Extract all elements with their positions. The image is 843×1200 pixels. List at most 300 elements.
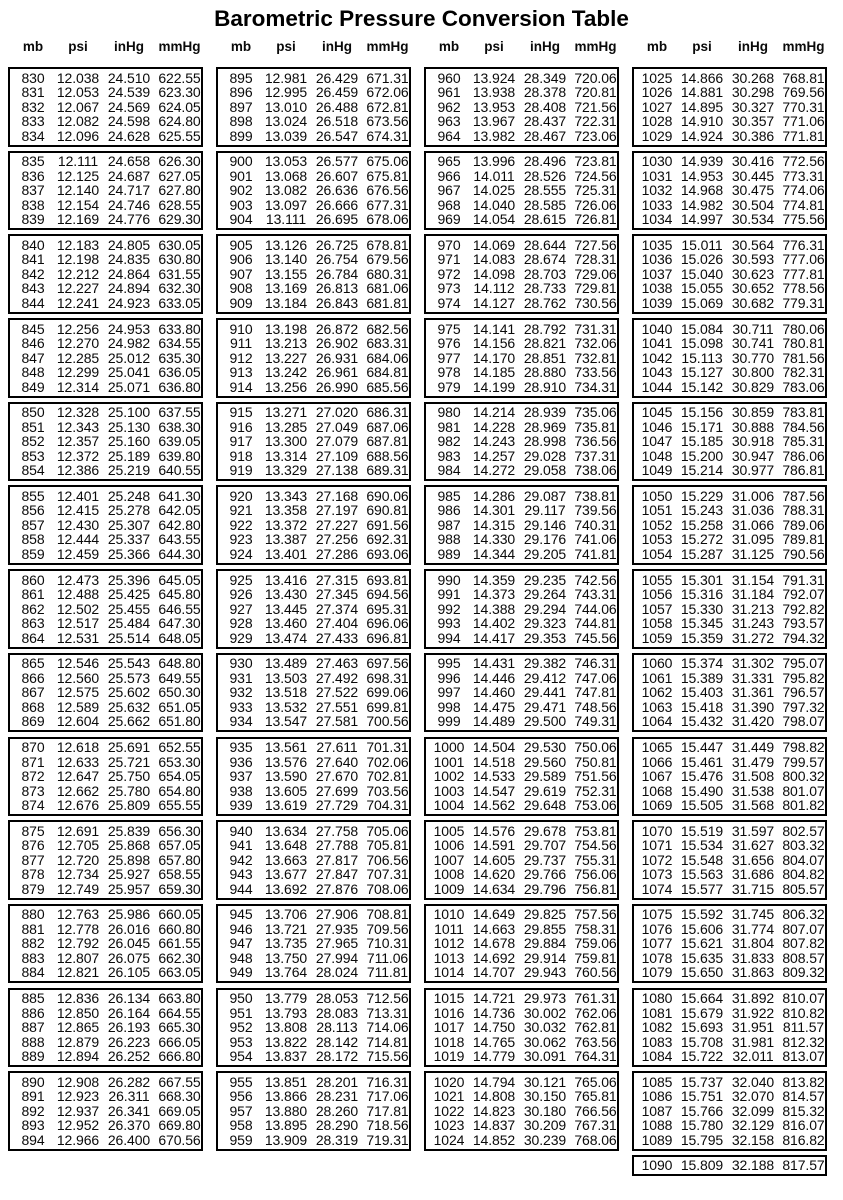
cell-inhg: 26.607 bbox=[315, 167, 359, 184]
cell-psi: 13.082 bbox=[264, 182, 308, 199]
cell-inhg: 25.012 bbox=[107, 349, 151, 366]
cell-mb: 910 bbox=[229, 320, 253, 337]
cell-inhg: 29.560 bbox=[523, 753, 567, 770]
table-row bbox=[426, 769, 617, 784]
table-row bbox=[634, 380, 825, 395]
pressure-block bbox=[424, 653, 619, 733]
table-row bbox=[10, 238, 201, 253]
cell-mmhg: 779.31 bbox=[782, 294, 825, 311]
cell-psi: 13.401 bbox=[264, 545, 308, 562]
cell-mmhg: 763.56 bbox=[574, 1033, 617, 1050]
pressure-block bbox=[216, 485, 411, 565]
column-header-inhg: inHg bbox=[738, 39, 768, 54]
table-row bbox=[634, 267, 825, 282]
cell-mmhg: 717.06 bbox=[366, 1088, 409, 1105]
cell-mb: 1036 bbox=[641, 251, 673, 268]
cell-mmhg: 637.55 bbox=[158, 404, 201, 421]
cell-mb: 1016 bbox=[433, 1004, 465, 1021]
cell-mb: 1080 bbox=[641, 990, 673, 1007]
cell-mb: 932 bbox=[229, 684, 253, 701]
cell-mb: 1011 bbox=[434, 920, 464, 937]
cell-inhg: 26.341 bbox=[107, 1102, 151, 1119]
cell-mmhg: 669.80 bbox=[158, 1117, 201, 1134]
cell-mmhg: 756.06 bbox=[574, 866, 617, 883]
table-row bbox=[10, 573, 201, 588]
table-row bbox=[10, 154, 201, 169]
cell-inhg: 28.615 bbox=[523, 211, 567, 228]
cell-inhg: 27.758 bbox=[315, 822, 359, 839]
cell-mb: 851 bbox=[21, 418, 45, 435]
cell-inhg: 26.282 bbox=[107, 1073, 151, 1090]
cell-psi: 12.705 bbox=[56, 837, 100, 854]
cell-psi: 15.519 bbox=[680, 822, 724, 839]
cell-mmhg: 748.56 bbox=[574, 698, 617, 715]
cell-psi: 12.111 bbox=[57, 153, 99, 170]
cell-mmhg: 688.56 bbox=[366, 447, 409, 464]
cell-inhg: 25.691 bbox=[107, 739, 151, 755]
cell-inhg: 27.640 bbox=[315, 753, 359, 770]
cell-mmhg: 710.31 bbox=[366, 935, 409, 952]
cell-mmhg: 740.31 bbox=[574, 516, 617, 533]
column-header-inhg: inHg bbox=[322, 39, 352, 54]
cell-mb: 925 bbox=[229, 571, 253, 588]
cell-mmhg: 804.82 bbox=[782, 866, 825, 883]
cell-inhg: 30.682 bbox=[731, 294, 775, 311]
cell-mb: 839 bbox=[21, 211, 45, 228]
table-row bbox=[10, 740, 201, 755]
cell-inhg: 30.800 bbox=[731, 364, 775, 381]
cell-psi: 15.447 bbox=[680, 739, 724, 755]
cell-psi: 14.330 bbox=[472, 531, 516, 548]
column-header-row bbox=[216, 40, 411, 54]
table-row bbox=[426, 1035, 617, 1050]
cell-inhg: 31.066 bbox=[731, 516, 775, 533]
cell-mmhg: 707.31 bbox=[366, 866, 409, 883]
cell-psi: 15.011 bbox=[681, 236, 723, 253]
table-row bbox=[218, 129, 409, 144]
table-row bbox=[634, 587, 825, 602]
table-column-4 bbox=[632, 40, 827, 1181]
table-row bbox=[218, 518, 409, 533]
table-row bbox=[218, 656, 409, 671]
table-row bbox=[634, 907, 825, 922]
cell-inhg: 28.792 bbox=[523, 320, 567, 337]
cell-inhg: 29.294 bbox=[523, 600, 567, 617]
cell-mmhg: 789.81 bbox=[782, 531, 825, 548]
cell-psi: 15.316 bbox=[680, 586, 724, 603]
cell-inhg: 29.678 bbox=[523, 822, 567, 839]
cell-inhg: 30.386 bbox=[731, 127, 775, 144]
cell-mmhg: 691.56 bbox=[366, 516, 409, 533]
cell-mmhg: 627.05 bbox=[158, 167, 201, 184]
column-header-psi: psi bbox=[692, 39, 712, 54]
cell-mb: 1023 bbox=[433, 1117, 465, 1134]
table-row bbox=[426, 365, 617, 380]
cell-psi: 12.589 bbox=[56, 698, 100, 715]
cell-psi: 15.258 bbox=[680, 516, 724, 533]
table-row bbox=[218, 602, 409, 617]
cell-inhg: 29.323 bbox=[523, 615, 567, 632]
table-row bbox=[426, 755, 617, 770]
cell-inhg: 31.095 bbox=[731, 531, 775, 548]
table-row bbox=[10, 685, 201, 700]
cell-psi: 15.534 bbox=[680, 837, 724, 854]
table-row bbox=[634, 100, 825, 115]
cell-psi: 12.879 bbox=[56, 1033, 100, 1050]
table-row bbox=[634, 154, 825, 169]
table-row bbox=[426, 532, 617, 547]
column-header-mmhg: mmHg bbox=[366, 39, 409, 54]
cell-mb: 1051 bbox=[641, 502, 673, 519]
cell-psi: 14.417 bbox=[472, 629, 516, 646]
cell-mb: 974 bbox=[437, 294, 461, 311]
cell-psi: 12.952 bbox=[56, 1117, 100, 1134]
cell-mb: 983 bbox=[437, 447, 461, 464]
cell-psi: 14.881 bbox=[680, 84, 724, 100]
cell-psi: 14.446 bbox=[472, 669, 516, 686]
cell-inhg: 24.894 bbox=[107, 280, 151, 297]
table-row bbox=[218, 296, 409, 311]
cell-mb: 870 bbox=[21, 739, 45, 755]
cell-psi: 14.504 bbox=[472, 739, 516, 755]
cell-inhg: 32.158 bbox=[731, 1131, 775, 1148]
pressure-block bbox=[424, 151, 619, 231]
pressure-block bbox=[8, 318, 203, 398]
cell-mb: 874 bbox=[21, 797, 45, 813]
table-row bbox=[426, 351, 617, 366]
cell-inhg: 24.776 bbox=[107, 211, 151, 228]
cell-inhg: 25.307 bbox=[107, 516, 151, 533]
cell-psi: 13.634 bbox=[264, 822, 308, 839]
cell-psi: 12.415 bbox=[56, 502, 100, 519]
table-row bbox=[426, 936, 617, 951]
pressure-block bbox=[216, 988, 411, 1068]
cell-psi: 12.923 bbox=[56, 1088, 100, 1105]
cell-inhg: 25.337 bbox=[107, 531, 151, 548]
table-row bbox=[10, 616, 201, 631]
cell-psi: 12.763 bbox=[56, 906, 100, 923]
table-row bbox=[10, 882, 201, 897]
cell-mmhg: 794.32 bbox=[782, 629, 825, 646]
cell-psi: 13.880 bbox=[264, 1102, 308, 1119]
cell-inhg: 31.302 bbox=[731, 655, 775, 672]
cell-psi: 12.096 bbox=[56, 127, 100, 144]
table-row bbox=[218, 154, 409, 169]
table-row bbox=[634, 798, 825, 813]
pressure-block bbox=[424, 737, 619, 817]
cell-mb: 1039 bbox=[641, 294, 673, 311]
cell-mmhg: 731.31 bbox=[574, 320, 617, 337]
cell-mb: 875 bbox=[21, 822, 45, 839]
cell-mmhg: 793.57 bbox=[782, 615, 825, 632]
cell-mb: 1083 bbox=[641, 1033, 673, 1050]
cell-psi: 13.547 bbox=[264, 713, 308, 730]
cell-mb: 1090 bbox=[641, 1157, 673, 1174]
cell-mb: 1001 bbox=[433, 753, 465, 770]
cell-mmhg: 753.06 bbox=[574, 797, 617, 813]
cell-inhg: 26.370 bbox=[107, 1117, 151, 1134]
cell-psi: 15.635 bbox=[680, 949, 724, 966]
cell-mmhg: 702.81 bbox=[366, 768, 409, 784]
cell-mmhg: 759.81 bbox=[574, 949, 617, 966]
cell-inhg: 30.002 bbox=[523, 1004, 567, 1021]
cell-mmhg: 649.55 bbox=[158, 669, 201, 686]
cell-mb: 846 bbox=[21, 335, 45, 352]
cell-inhg: 28.555 bbox=[523, 182, 567, 199]
cell-inhg: 30.947 bbox=[731, 447, 775, 464]
cell-psi: 14.359 bbox=[472, 571, 516, 588]
cell-inhg: 29.914 bbox=[523, 949, 567, 966]
table-row bbox=[218, 434, 409, 449]
table-row bbox=[218, 85, 409, 100]
cell-inhg: 24.746 bbox=[107, 196, 151, 213]
cell-psi: 14.968 bbox=[680, 182, 724, 199]
cell-mmhg: 768.06 bbox=[574, 1131, 617, 1148]
cell-mmhg: 734.31 bbox=[574, 378, 617, 395]
cell-psi: 15.214 bbox=[680, 462, 724, 479]
cell-inhg: 27.876 bbox=[315, 880, 359, 897]
cell-psi: 13.256 bbox=[264, 378, 308, 395]
table-row bbox=[426, 434, 617, 449]
cell-inhg: 27.906 bbox=[315, 906, 359, 923]
cell-psi: 13.053 bbox=[264, 153, 308, 170]
cell-mb: 1074 bbox=[641, 880, 673, 897]
cell-mb: 889 bbox=[21, 1048, 45, 1065]
table-row bbox=[218, 267, 409, 282]
cell-mb: 935 bbox=[229, 739, 253, 755]
table-row bbox=[218, 965, 409, 980]
cell-mmhg: 739.56 bbox=[574, 502, 617, 519]
cell-mmhg: 747.81 bbox=[574, 684, 617, 701]
cell-mmhg: 712.56 bbox=[366, 990, 409, 1007]
table-row bbox=[426, 573, 617, 588]
cell-mmhg: 714.06 bbox=[366, 1019, 409, 1036]
cell-inhg: 26.223 bbox=[107, 1033, 151, 1050]
table-row bbox=[426, 700, 617, 715]
table-row bbox=[634, 965, 825, 980]
cell-inhg: 29.176 bbox=[523, 531, 567, 548]
cell-inhg: 27.699 bbox=[315, 782, 359, 799]
cell-inhg: 31.951 bbox=[731, 1019, 775, 1036]
cell-psi: 13.024 bbox=[264, 113, 308, 129]
cell-inhg: 27.611 bbox=[316, 739, 358, 755]
cell-mmhg: 785.31 bbox=[782, 433, 825, 450]
cell-psi: 13.750 bbox=[264, 949, 308, 966]
cell-psi: 14.649 bbox=[472, 906, 516, 923]
cell-psi: 13.010 bbox=[264, 98, 308, 115]
cell-mmhg: 695.31 bbox=[366, 600, 409, 617]
cell-mb: 1040 bbox=[641, 320, 673, 337]
cell-inhg: 31.863 bbox=[731, 964, 775, 981]
cell-inhg: 26.961 bbox=[315, 364, 359, 381]
table-row bbox=[218, 587, 409, 602]
cell-psi: 12.662 bbox=[56, 782, 100, 799]
table-row bbox=[10, 798, 201, 813]
column-header-mmhg: mmHg bbox=[574, 39, 617, 54]
cell-mmhg: 716.31 bbox=[366, 1073, 409, 1090]
cell-inhg: 28.231 bbox=[315, 1088, 359, 1105]
cell-mb: 1041 bbox=[641, 335, 673, 352]
cell-mb: 985 bbox=[437, 487, 461, 504]
cell-inhg: 27.729 bbox=[315, 797, 359, 813]
table-row bbox=[634, 434, 825, 449]
cell-psi: 13.576 bbox=[264, 753, 308, 770]
cell-mmhg: 660.80 bbox=[158, 920, 201, 937]
cell-mb: 957 bbox=[229, 1102, 253, 1119]
cell-mmhg: 792.07 bbox=[782, 586, 825, 603]
cell-mmhg: 738.06 bbox=[574, 462, 617, 479]
table-row bbox=[10, 169, 201, 184]
cell-mmhg: 717.81 bbox=[366, 1102, 409, 1119]
cell-mb: 838 bbox=[21, 196, 45, 213]
pressure-block bbox=[8, 569, 203, 649]
cell-mmhg: 709.56 bbox=[366, 920, 409, 937]
cell-psi: 14.388 bbox=[472, 600, 516, 617]
table-row bbox=[634, 922, 825, 937]
table-row bbox=[218, 1133, 409, 1148]
cell-psi: 14.736 bbox=[472, 1004, 516, 1021]
cell-mmhg: 805.57 bbox=[782, 880, 825, 897]
cell-mb: 1034 bbox=[641, 211, 673, 228]
cell-mb: 1017 bbox=[433, 1019, 465, 1036]
cell-psi: 14.982 bbox=[680, 196, 724, 213]
cell-inhg: 30.239 bbox=[523, 1131, 567, 1148]
cell-mb: 907 bbox=[229, 265, 253, 282]
cell-psi: 14.301 bbox=[472, 502, 516, 519]
table-row bbox=[218, 769, 409, 784]
cell-inhg: 32.099 bbox=[731, 1102, 775, 1119]
cell-mmhg: 651.05 bbox=[158, 698, 201, 715]
cell-inhg: 31.804 bbox=[731, 935, 775, 952]
table-row bbox=[426, 838, 617, 853]
cell-mb: 1042 bbox=[641, 349, 673, 366]
cell-mb: 904 bbox=[229, 211, 253, 228]
cell-psi: 14.272 bbox=[472, 462, 516, 479]
cell-psi: 15.084 bbox=[680, 320, 724, 337]
cell-inhg: 31.508 bbox=[731, 768, 775, 784]
cell-mb: 1002 bbox=[433, 768, 465, 784]
cell-inhg: 28.703 bbox=[523, 265, 567, 282]
cell-inhg: 30.977 bbox=[731, 462, 775, 479]
cell-mb: 1063 bbox=[641, 698, 673, 715]
pressure-block bbox=[424, 402, 619, 482]
cell-mmhg: 636.80 bbox=[158, 378, 201, 395]
cell-mmhg: 730.56 bbox=[574, 294, 617, 311]
cell-inhg: 24.835 bbox=[107, 251, 151, 268]
cell-mmhg: 667.55 bbox=[158, 1073, 201, 1090]
cell-mb: 844 bbox=[21, 294, 45, 311]
cell-inhg: 27.286 bbox=[315, 545, 359, 562]
table-row bbox=[426, 169, 617, 184]
cell-inhg: 30.180 bbox=[523, 1102, 567, 1119]
table-row bbox=[634, 740, 825, 755]
cell-psi: 15.766 bbox=[680, 1102, 724, 1119]
table-row bbox=[426, 922, 617, 937]
cell-inhg: 27.197 bbox=[315, 502, 359, 519]
cell-inhg: 25.484 bbox=[107, 615, 151, 632]
table-row bbox=[10, 547, 201, 562]
cell-mb: 988 bbox=[437, 531, 461, 548]
pressure-block bbox=[8, 737, 203, 817]
table-row bbox=[426, 238, 617, 253]
cell-mb: 1019 bbox=[433, 1048, 465, 1065]
cell-mb: 963 bbox=[437, 113, 461, 129]
cell-psi: 12.894 bbox=[56, 1048, 100, 1065]
cell-inhg: 26.872 bbox=[315, 320, 359, 337]
cell-mb: 994 bbox=[437, 629, 461, 646]
column-header-mb: mb bbox=[22, 39, 44, 54]
cell-inhg: 30.918 bbox=[731, 433, 775, 450]
cell-mmhg: 800.32 bbox=[782, 768, 825, 784]
cell-mb: 999 bbox=[437, 713, 461, 730]
cell-mmhg: 657.05 bbox=[158, 837, 201, 854]
cell-mmhg: 626.30 bbox=[158, 153, 201, 170]
cell-psi: 12.270 bbox=[56, 335, 100, 352]
cell-inhg: 32.188 bbox=[731, 1157, 775, 1174]
cell-mb: 881 bbox=[21, 920, 45, 937]
table-row bbox=[634, 784, 825, 799]
cell-inhg: 28.526 bbox=[523, 167, 567, 184]
cell-psi: 13.735 bbox=[264, 935, 308, 952]
cell-mmhg: 768.81 bbox=[782, 69, 825, 86]
table-row bbox=[218, 322, 409, 337]
cell-psi: 15.664 bbox=[680, 990, 724, 1007]
cell-mb: 923 bbox=[229, 531, 253, 548]
cell-mb: 1073 bbox=[641, 866, 673, 883]
table-row bbox=[218, 882, 409, 897]
cell-inhg: 24.510 bbox=[107, 69, 151, 86]
cell-psi: 15.229 bbox=[680, 487, 724, 504]
cell-mb: 852 bbox=[21, 433, 45, 450]
cell-inhg: 25.130 bbox=[107, 418, 151, 435]
cell-inhg: 28.851 bbox=[523, 349, 567, 366]
cell-inhg: 30.711 bbox=[732, 320, 774, 337]
cell-inhg: 30.652 bbox=[731, 280, 775, 297]
cell-psi: 13.619 bbox=[264, 797, 308, 813]
cell-mb: 886 bbox=[21, 1004, 45, 1021]
cell-mb: 858 bbox=[21, 531, 45, 548]
table-row bbox=[426, 824, 617, 839]
cell-mb: 876 bbox=[21, 837, 45, 854]
cell-inhg: 26.193 bbox=[107, 1019, 151, 1036]
cell-mb: 926 bbox=[229, 586, 253, 603]
table-row bbox=[10, 129, 201, 144]
table-row bbox=[426, 907, 617, 922]
cell-inhg: 31.597 bbox=[731, 822, 775, 839]
cell-psi: 15.301 bbox=[680, 571, 724, 588]
cell-psi: 12.488 bbox=[56, 586, 100, 603]
cell-mmhg: 790.56 bbox=[782, 545, 825, 562]
cell-mmhg: 658.55 bbox=[158, 866, 201, 883]
cell-psi: 14.431 bbox=[472, 655, 516, 672]
cell-mmhg: 718.56 bbox=[366, 1117, 409, 1134]
cell-mb: 912 bbox=[229, 349, 253, 366]
table-row bbox=[634, 951, 825, 966]
cell-psi: 12.995 bbox=[264, 84, 308, 100]
cell-psi: 13.967 bbox=[472, 113, 516, 129]
cell-psi: 14.576 bbox=[472, 822, 516, 839]
cell-psi: 12.778 bbox=[56, 920, 100, 937]
table-row bbox=[10, 212, 201, 227]
cell-mb: 862 bbox=[21, 600, 45, 617]
cell-mb: 1064 bbox=[641, 713, 673, 730]
cell-mb: 896 bbox=[229, 84, 253, 100]
cell-inhg: 31.006 bbox=[731, 487, 775, 504]
cell-inhg: 27.492 bbox=[315, 669, 359, 686]
cell-inhg: 25.396 bbox=[107, 571, 151, 588]
cell-inhg: 31.892 bbox=[731, 990, 775, 1007]
cell-mb: 903 bbox=[229, 196, 253, 213]
